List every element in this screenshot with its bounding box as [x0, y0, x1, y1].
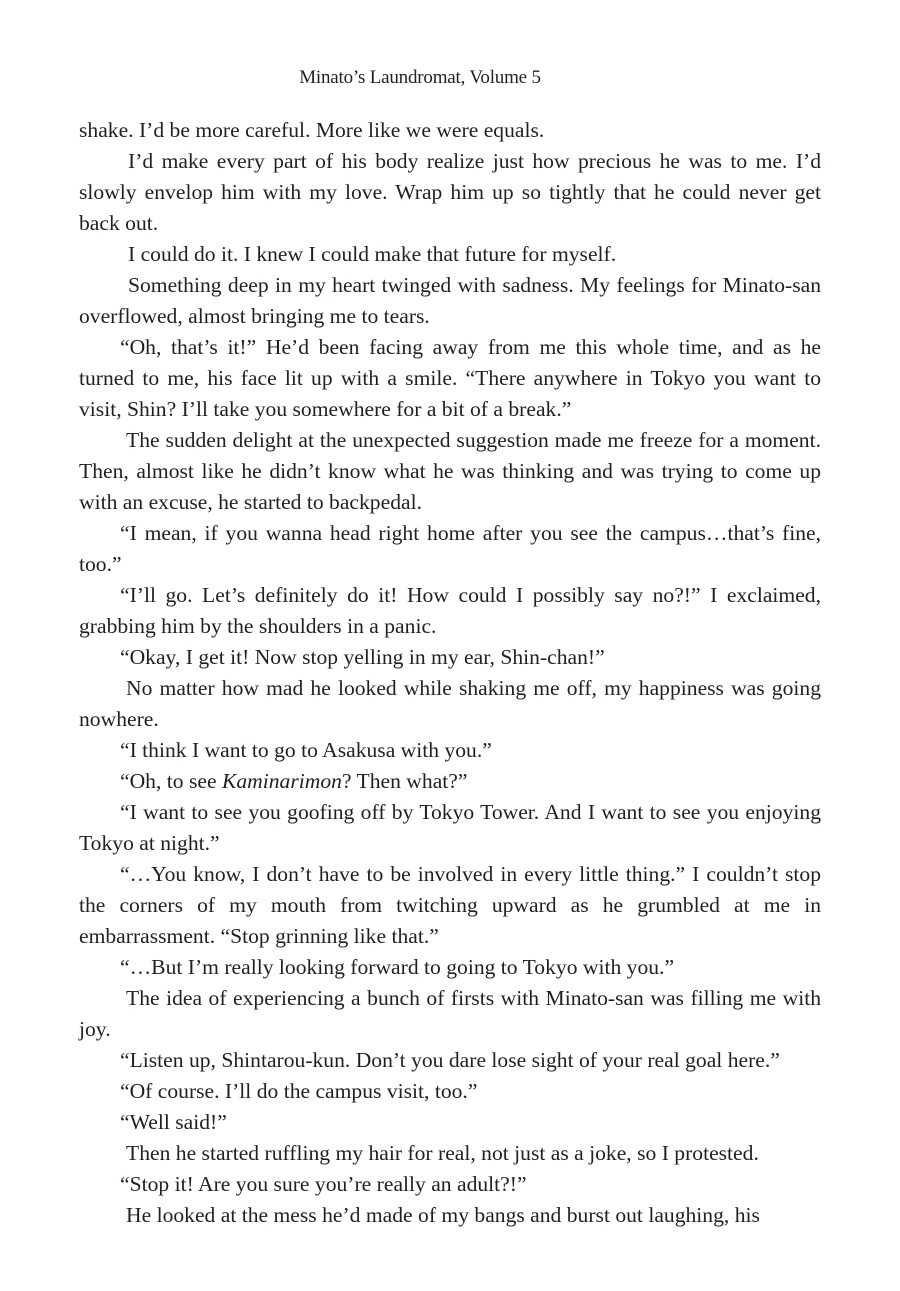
paragraph: The sudden delight at the unexpected suggestion made me freeze for a moment. Then, almost like he didn’t know what he was thinking and was trying to come up with an excuse, he started to backpedal. — [79, 428, 821, 514]
paragraph: Something deep in my heart twinged with sadness. My feelings for Minato-san overflowed, almost bringing me to tears. — [79, 273, 821, 328]
paragraph: “I’ll go. Let’s definitely do it! How could I possibly say no?!” I exclaimed, grabbing him by the shoulders in a panic. — [79, 583, 821, 638]
paragraph: The idea of experiencing a bunch of firsts with Minato-san was filling me with joy. — [79, 986, 821, 1041]
paragraph: “Listen up, Shintarou-kun. Don’t you dare lose sight of your real goal here.” — [120, 1048, 780, 1072]
paragraph-text: ? Then what?” — [341, 769, 468, 793]
paragraph: He looked at the mess he’d made of my bangs and burst out laughing, his — [126, 1203, 760, 1227]
running-header: Minato’s Laundromat, Volume 5 — [299, 67, 541, 88]
paragraph-text: “Oh, to see — [120, 769, 222, 793]
paragraph: “I mean, if you wanna head right home after you see the campus…that’s fine, too.” — [79, 521, 821, 576]
paragraph: “Stop it! Are you sure you’re really an adult?!” — [120, 1172, 527, 1196]
paragraph: “I think I want to go to Asakusa with you.” — [120, 738, 492, 762]
paragraph: shake. I’d be more careful. More like we were equals. — [79, 118, 545, 142]
paragraph: “…You know, I don’t have to be involved in every little thing.” I couldn’t stop the corners of my mouth from twitching upward as he grumbled at me in embarrassment. “Stop grinning like that.” — [79, 862, 821, 948]
body-text — [79, 115, 821, 1231]
paragraph: I could do it. I knew I could make that future for myself. — [128, 242, 617, 266]
italic-term: Kaminarimon — [221, 769, 342, 793]
paragraph: “Oh, that’s it!” He’d been facing away from me this whole time, and as he turned to me, his face lit up with a smile. “There anywhere in Tokyo you want to visit, Shin? I’ll take you somewhere for a bit of a break.” — [79, 335, 821, 421]
paragraph: “Well said!” — [120, 1110, 227, 1134]
paragraph: “Of course. I’ll do the campus visit, too.” — [120, 1079, 478, 1103]
paragraph: I’d make every part of his body realize just how precious he was to me. I’d slowly envelop him with my love. Wrap him up so tightly that he could never get back out. — [79, 149, 821, 235]
paragraph — [79, 766, 821, 797]
paragraph: Then he started ruffling my hair for real, not just as a joke, so I protested. — [126, 1141, 759, 1165]
paragraph: No matter how mad he looked while shaking me off, my happiness was going nowhere. — [79, 676, 821, 731]
paragraph: “I want to see you goofing off by Tokyo Tower. And I want to see you enjoying Tokyo at night.” — [79, 800, 821, 855]
paragraph: “Okay, I get it! Now stop yelling in my ear, Shin-chan!” — [120, 645, 605, 669]
paragraph: “…But I’m really looking forward to going to Tokyo with you.” — [120, 955, 675, 979]
